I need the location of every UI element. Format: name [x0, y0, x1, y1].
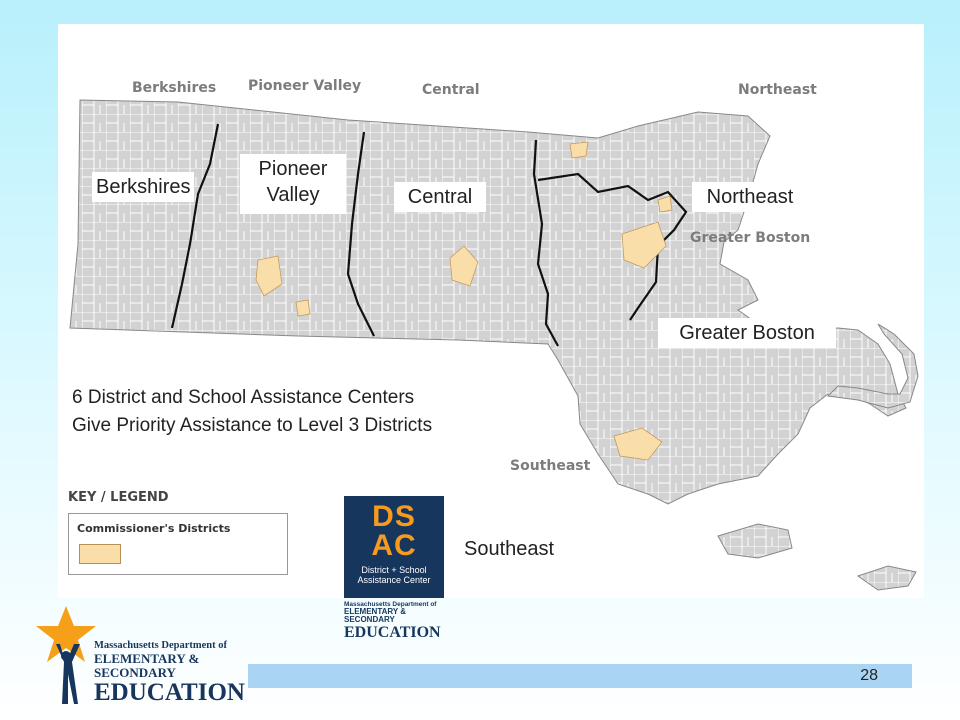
label-southeast: Southeast [460, 534, 558, 564]
legend-item-label: Commissioner's Districts [77, 522, 231, 535]
ese-logo-text [94, 640, 245, 706]
dsac-subtitle-line1: District + School [361, 565, 427, 575]
legend-title: KEY / LEGEND [68, 490, 169, 505]
dsac-ese: ELEMENTARY & SECONDARY [344, 607, 407, 624]
legend-swatch [79, 544, 121, 564]
ese-logo [34, 604, 244, 708]
priority-text-line2: Give Priority Assistance to Level 3 Districts [72, 415, 433, 436]
map-header-berkshires: Berkshires [132, 80, 217, 96]
dsac-letters-line1: DS [372, 500, 416, 533]
label-berkshires: Berkshires [92, 172, 194, 202]
map-header-central: Central [422, 82, 480, 98]
priority-text [72, 384, 432, 440]
label-pioneer-valley-line2: Valley [266, 184, 320, 206]
label-greater-boston: Greater Boston [658, 318, 836, 348]
label-pioneer-valley [240, 154, 346, 214]
legend [68, 490, 288, 575]
map-header-southeast: Southeast [510, 458, 591, 474]
label-northeast: Northeast [692, 182, 808, 212]
map-header-pioneer-valley: Pioneer Valley [248, 78, 362, 94]
map-header-northeast: Northeast [738, 82, 817, 98]
ese-education: EDUCATION [94, 679, 245, 706]
ese-dept: Massachusetts Department of [94, 640, 227, 651]
dsac-education: EDUCATION [344, 624, 441, 641]
dsac-letters-line2: AC [371, 529, 417, 562]
footer-bar [248, 664, 912, 688]
dsac-logo-mark [344, 496, 444, 598]
ese-ese: ELEMENTARY & SECONDARY [94, 651, 200, 680]
label-central: Central [394, 182, 486, 212]
page-number: 28 [860, 667, 878, 684]
priority-text-line1: 6 District and School Assistance Centers [72, 387, 415, 408]
label-pioneer-valley-line1: Pioneer [258, 158, 328, 180]
nantucket [858, 566, 916, 590]
state-outline [70, 100, 906, 504]
map-header-greater-boston: Greater Boston [690, 230, 811, 246]
legend-box [68, 513, 288, 575]
dsac-logo [344, 496, 444, 641]
marthas-vineyard [718, 524, 792, 558]
dsac-dept: Massachusetts Department of [344, 601, 437, 608]
dsac-subtitle-line2: Assistance Center [357, 575, 431, 585]
